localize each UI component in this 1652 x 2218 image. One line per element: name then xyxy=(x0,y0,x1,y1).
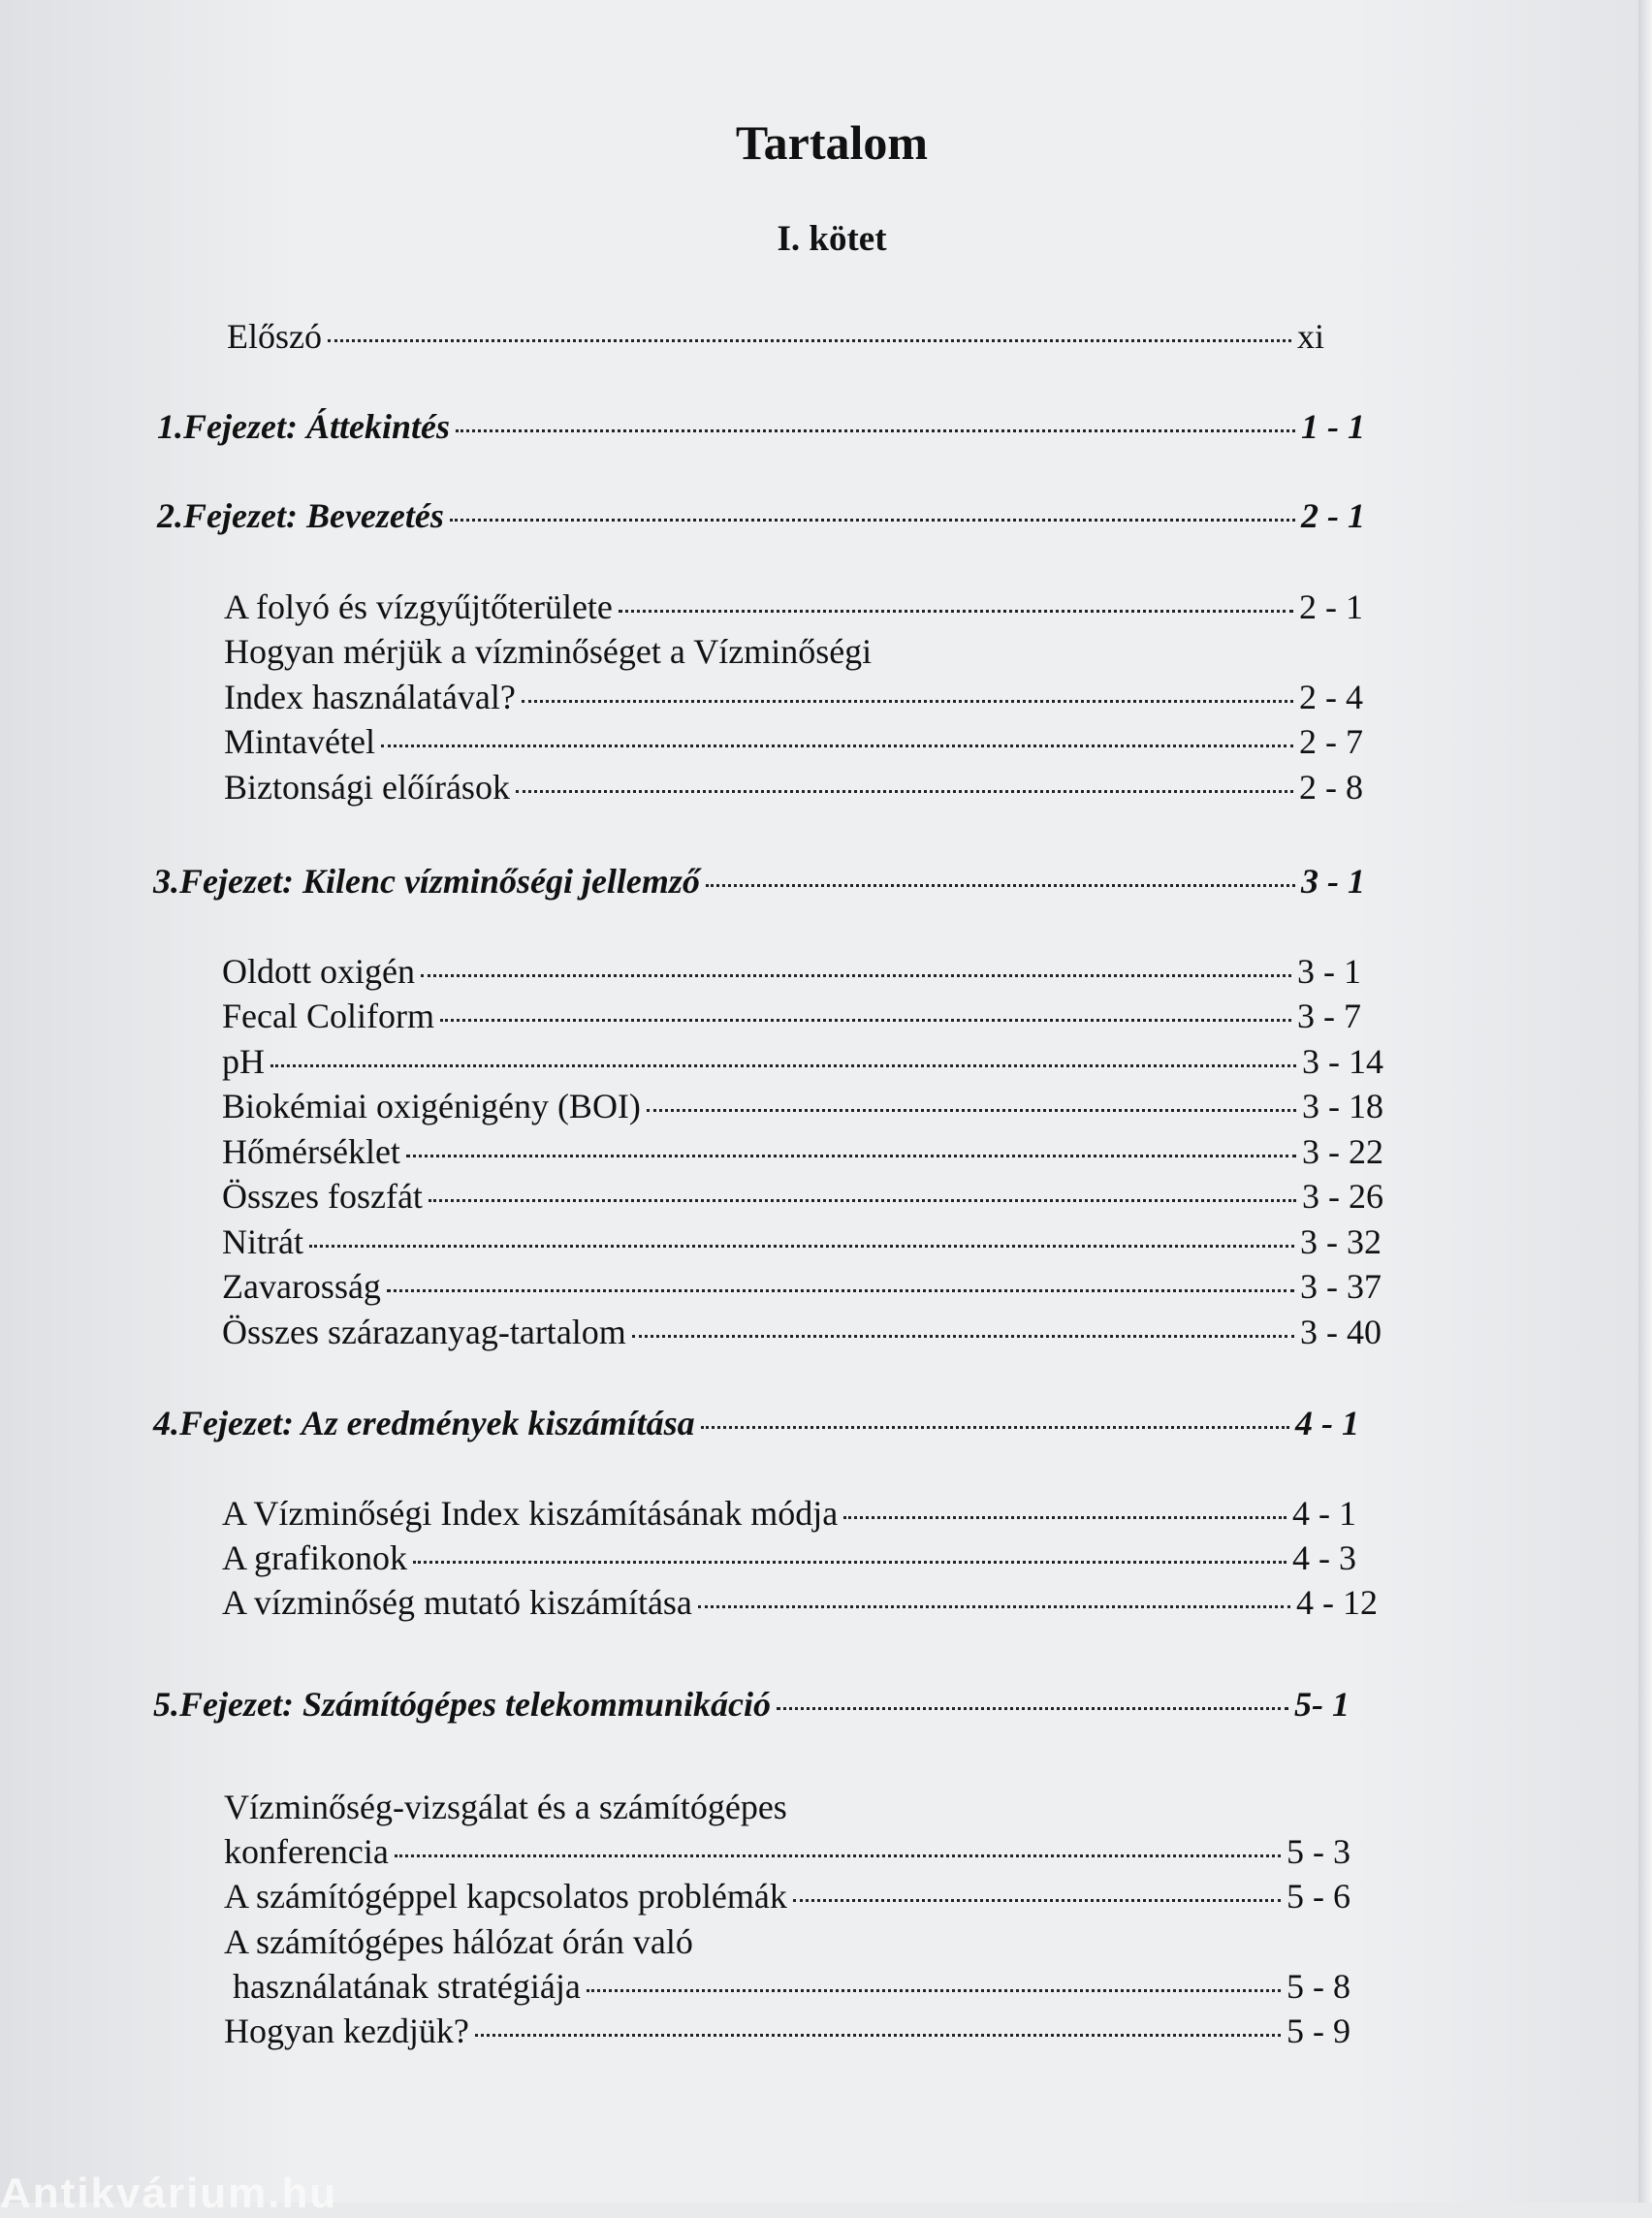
leader-dots xyxy=(793,1899,1281,1902)
toc-page: 2 - 1 xyxy=(1301,496,1365,535)
toc-entry xyxy=(224,2010,1350,2052)
toc-page: 2 - 7 xyxy=(1299,722,1363,761)
toc-label: A vízminőség mutató kiszámítása xyxy=(222,1583,692,1622)
toc-label: 2.Fejezet: Bevezetés xyxy=(157,496,444,535)
toc-entry xyxy=(222,995,1361,1037)
toc-entry xyxy=(224,1830,1350,1873)
leader-dots xyxy=(406,1155,1296,1157)
toc-page: 3 - 26 xyxy=(1302,1177,1383,1216)
leader-dots xyxy=(706,884,1295,887)
toc-label: Előszó xyxy=(227,317,322,356)
toc-entry xyxy=(224,676,1363,718)
toc-label: A Vízminőségi Index kiszámításának módja xyxy=(222,1494,839,1533)
toc-page: 4 - 12 xyxy=(1296,1583,1378,1622)
toc-label: 1.Fejezet: Áttekintés xyxy=(157,407,450,446)
toc-entry xyxy=(224,766,1363,808)
toc-label: Fecal Coliform xyxy=(222,997,434,1035)
toc-label: Biokémiai oxigénigény (BOI) xyxy=(222,1087,641,1125)
toc-page: xi xyxy=(1296,317,1324,356)
toc-chapter-5 xyxy=(153,1683,1350,1726)
toc-page: 2 - 8 xyxy=(1299,768,1363,807)
toc-label: 4.Fejezet: Az eredmények kiszámítása xyxy=(153,1404,695,1442)
toc-page: 3 - 7 xyxy=(1297,997,1361,1035)
toc-entry xyxy=(222,1130,1383,1173)
toc-label: 3.Fejezet: Kilenc vízminőségi jellemző xyxy=(153,862,700,901)
toc-entry xyxy=(222,1265,1382,1308)
toc-label: pH xyxy=(222,1042,265,1081)
toc-entry xyxy=(224,720,1363,763)
toc-label: A folyó és vízgyűjtőterülete xyxy=(224,587,613,626)
toc-page: 2 - 1 xyxy=(1299,587,1363,626)
toc-label: Hogyan kezdjük? xyxy=(224,2012,469,2050)
toc-entry xyxy=(222,1311,1382,1353)
toc-page: 3 - 37 xyxy=(1300,1267,1382,1306)
leader-dots xyxy=(328,339,1291,342)
toc-label: Összes foszfát xyxy=(222,1177,423,1216)
toc-page: 4 - 1 xyxy=(1292,1494,1356,1533)
toc-label: A grafikonok xyxy=(222,1538,407,1577)
toc-label: használatának stratégiája xyxy=(224,1967,581,2006)
toc-label: Index használatával? xyxy=(224,678,516,716)
leader-dots xyxy=(440,1019,1291,1022)
toc-chapter-4 xyxy=(153,1402,1359,1444)
leader-dots xyxy=(309,1245,1294,1248)
toc-chapter-2 xyxy=(157,494,1365,537)
leader-dots xyxy=(698,1605,1290,1608)
toc-entry xyxy=(222,1537,1356,1579)
toc-page: 2 - 4 xyxy=(1299,678,1363,716)
toc-entry xyxy=(222,950,1361,993)
toc-entry xyxy=(224,1965,1350,2008)
toc-label: Összes szárazanyag-tartalom xyxy=(222,1313,626,1351)
toc-chapter-3 xyxy=(153,860,1365,903)
toc-entry-line: Hogyan mérjük a vízminőséget a Vízminőségi xyxy=(224,632,873,671)
toc-entry-foreword xyxy=(227,315,1324,358)
toc-page: 5 - 9 xyxy=(1287,2012,1350,2050)
toc-entry xyxy=(222,1175,1383,1218)
leader-dots xyxy=(843,1516,1287,1519)
toc-entry xyxy=(222,1220,1382,1263)
leader-dots xyxy=(387,1289,1294,1292)
toc-label: 5.Fejezet: Számítógépes telekommunikáció xyxy=(153,1685,771,1724)
toc-page: 5 - 6 xyxy=(1287,1877,1350,1916)
toc-entry xyxy=(224,586,1363,628)
leader-dots xyxy=(475,2034,1281,2037)
toc-page: 3 - 1 xyxy=(1297,952,1361,991)
leader-dots xyxy=(456,429,1295,432)
leader-dots xyxy=(701,1426,1289,1429)
toc-entry xyxy=(222,1492,1356,1535)
toc-entry-line: A számítógépes hálózat órán való xyxy=(224,1922,693,1961)
toc-page: 3 - 32 xyxy=(1300,1222,1382,1261)
leader-dots xyxy=(522,700,1293,703)
toc-page: 3 - 22 xyxy=(1302,1132,1383,1171)
toc-label: Biztonsági előírások xyxy=(224,768,510,807)
toc-entry xyxy=(222,1581,1378,1624)
toc-page: 3 - 1 xyxy=(1301,862,1365,901)
page-title: Tartalom xyxy=(735,115,929,170)
toc-entry xyxy=(222,1085,1383,1127)
toc-entry-line: Vízminőség-vizsgálat és a számítógépes xyxy=(224,1788,787,1826)
toc-page: 3 - 14 xyxy=(1302,1042,1383,1081)
leader-dots xyxy=(395,1854,1281,1857)
toc-chapter-1 xyxy=(157,405,1365,448)
leader-dots xyxy=(587,1989,1281,1992)
toc-label: konferencia xyxy=(224,1832,389,1871)
toc-page: 4 - 1 xyxy=(1295,1404,1359,1442)
toc-page: 5- 1 xyxy=(1294,1685,1350,1724)
watermark: Antikvárium.hu xyxy=(0,2170,338,2217)
toc-page: 5 - 3 xyxy=(1287,1832,1350,1871)
toc-label: A számítógéppel kapcsolatos problémák xyxy=(224,1877,787,1916)
leader-dots xyxy=(777,1707,1288,1710)
toc-label: Oldott oxigén xyxy=(222,952,415,991)
leader-dots xyxy=(516,790,1293,793)
toc-label: Hőmérséklet xyxy=(222,1132,400,1171)
leader-dots xyxy=(450,519,1295,522)
toc-page: 1 - 1 xyxy=(1301,407,1365,446)
leader-dots xyxy=(619,610,1293,613)
toc-entry xyxy=(222,1040,1383,1083)
volume-heading: I. kötet xyxy=(777,219,887,259)
leader-dots xyxy=(647,1109,1296,1112)
leader-dots xyxy=(421,974,1291,977)
toc-entry xyxy=(224,1875,1350,1917)
leader-dots xyxy=(381,745,1293,747)
toc-page: 4 - 3 xyxy=(1292,1538,1356,1577)
toc-label: Zavarosság xyxy=(222,1267,381,1306)
leader-dots xyxy=(632,1335,1294,1338)
toc-page: 3 - 18 xyxy=(1302,1087,1383,1125)
toc-page: 3 - 40 xyxy=(1300,1313,1382,1351)
leader-dots xyxy=(270,1064,1296,1067)
toc-label: Mintavétel xyxy=(224,722,375,761)
toc-page: 5 - 8 xyxy=(1287,1967,1350,2006)
leader-dots xyxy=(429,1199,1296,1202)
leader-dots xyxy=(413,1561,1287,1564)
toc-label: Nitrát xyxy=(222,1222,303,1261)
